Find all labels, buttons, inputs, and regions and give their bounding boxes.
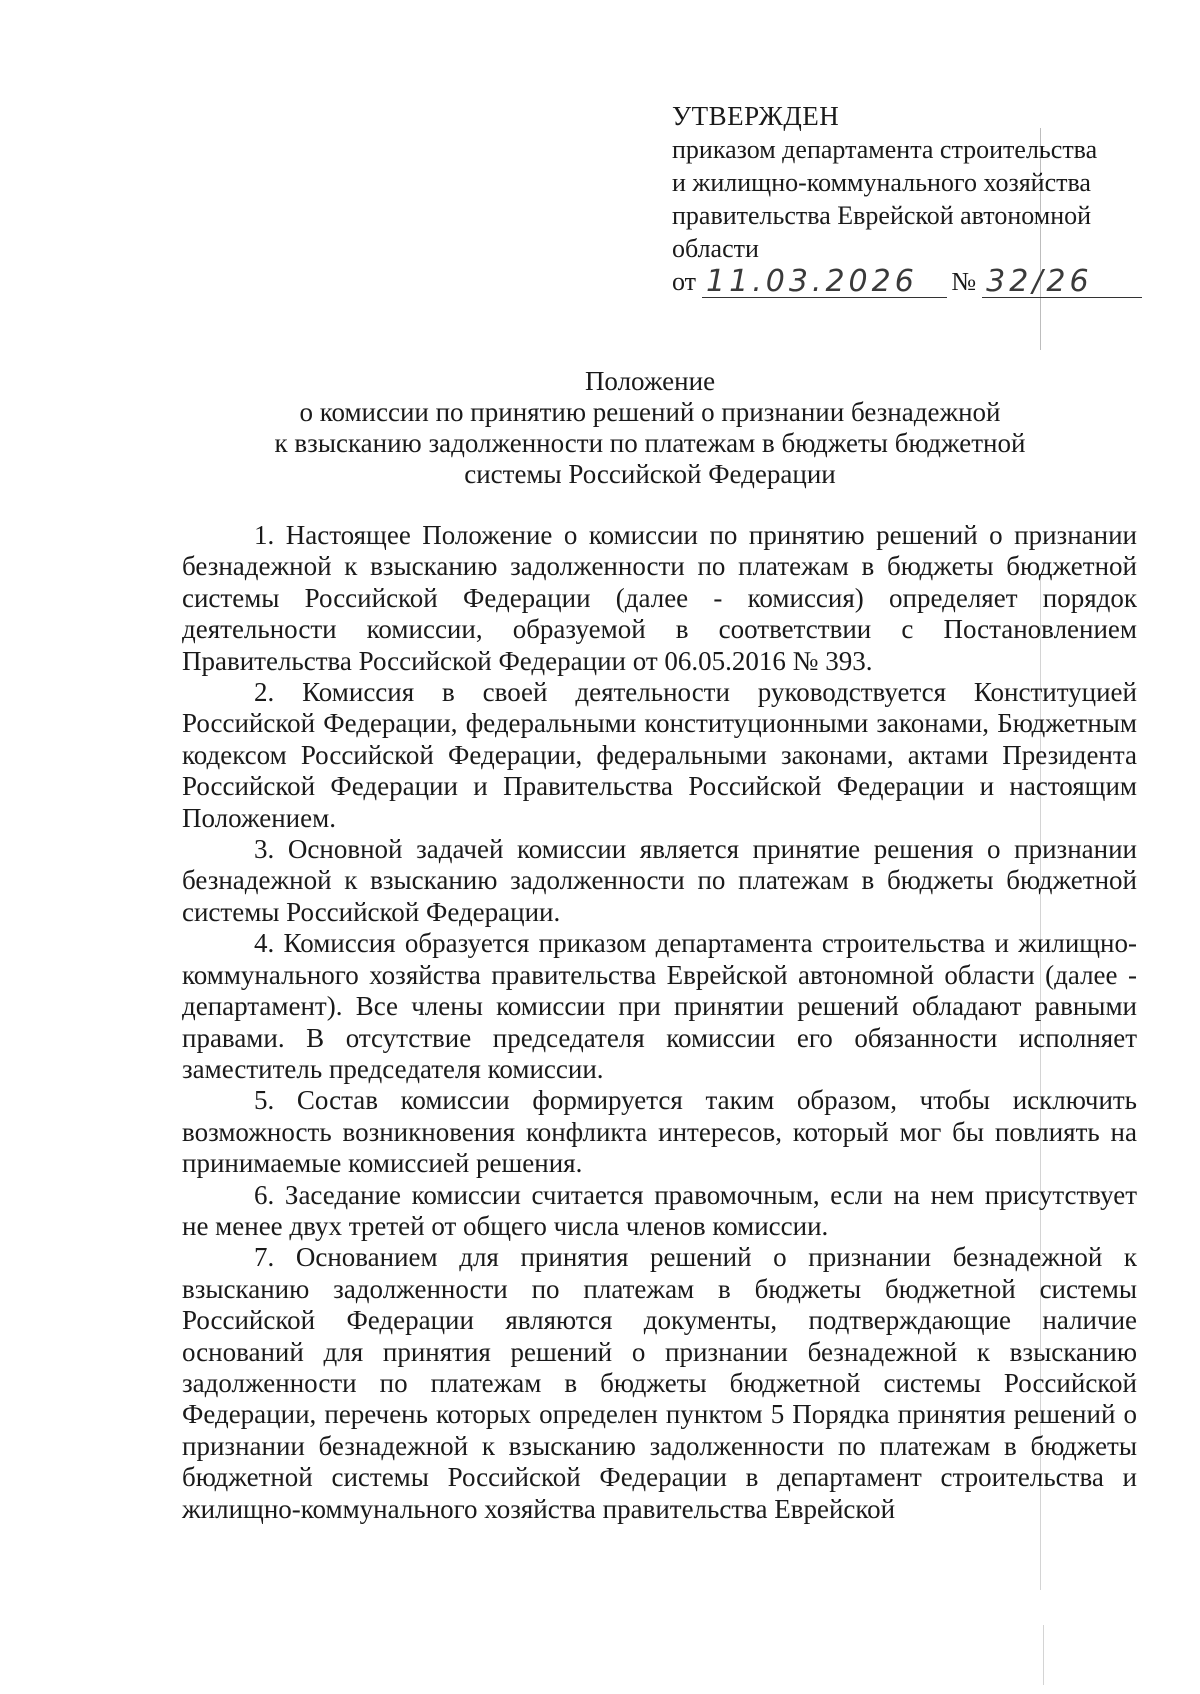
document-body <box>182 520 1137 1525</box>
paragraph-2: 2. Комиссия в своей деятельности руководствуется Конституцией Российской Федерации, федеральными конституционными законами, Бюджетным кодексом Российской Федерации, федеральными законами, актами Президента Российской Федерации и Правительства Российской Федерации и настоящим Положением. <box>182 677 1137 833</box>
paragraph-7: 7. Основанием для принятия решений о признании безнадежной к взысканию задолженности по платежам в бюджеты бюджетной системы Российской Федерации являются документы, подтверждающие наличие оснований для принятия решений о признании безнадежной к взысканию задолженности по платежам в бюджеты бюджетной системы Российской Федерации, перечень которых определен пунктом 5 Порядка принятия решений о признании безнадежной к взысканию задолженности по платежам в бюджеты бюджетной системы Российской Федерации в департамент строительства и жилищно-коммунального хозяйства правительства Еврейской <box>182 1242 1137 1524</box>
approval-block <box>672 100 1142 298</box>
heading-line: Положение <box>584 366 716 396</box>
approval-line: области <box>672 234 759 263</box>
heading-line: о комиссии по принятию решений о признании безнадежной <box>299 397 1001 427</box>
heading-line: к взысканию задолженности по платежам в бюджеты бюджетной <box>274 428 1026 458</box>
paragraph-1: 1. Настоящее Положение о комиссии по принятию решений о признании безнадежной к взысканию задолженности по платежам в бюджеты бюджетной системы Российской Федерации (далее - комиссия) определяет порядок деятельности комиссии, образуемой в соответствии с Постановлением Правительства Российской Федерации от 06.05.2016 № 393. <box>182 520 1137 676</box>
handwritten-date: 11.03.2026 <box>702 267 947 298</box>
paragraph-3: 3. Основной задачей комиссии является принятие решения о признании безнадежной к взысканию задолженности по платежам в бюджеты бюджетной системы Российской Федерации. <box>182 834 1137 927</box>
approval-line: и жилищно-коммунального хозяйства <box>672 168 1091 197</box>
number-sign: № <box>951 267 977 296</box>
approval-line: правительства Еврейской автономной <box>672 201 1092 230</box>
heading-line: системы Российской Федерации <box>464 459 836 489</box>
paragraph-5: 5. Состав комиссии формируется таким образом, чтобы исключить возможность возникновения конфликта интересов, который мог бы повлиять на принимаемые комиссией решения. <box>182 1085 1137 1179</box>
approval-title: УТВЕРЖДЕН <box>672 101 840 131</box>
approval-date-row <box>672 265 1142 298</box>
paragraph-6: 6. Заседание комиссии считается правомочным, если на нем присутствует не менее двух третей от общего числа членов комиссии. <box>182 1179 1137 1241</box>
handwritten-number: 32/26 <box>982 267 1142 298</box>
approval-line: приказом департамента строительства <box>672 135 1098 164</box>
document-heading <box>150 366 1150 490</box>
scan-artifact-line <box>1043 1625 1044 1685</box>
paragraph-4: 4. Комиссия образуется приказом департамента строительства и жилищно-коммунального хозяйства правительства Еврейской автономной области (далее - департамент). Все члены комиссии при принятии решений обладают равными правами. В отсутствие председателя комиссии его обязанности исполняет заместитель председателя комиссии. <box>182 928 1137 1084</box>
date-prefix: от <box>672 267 697 296</box>
